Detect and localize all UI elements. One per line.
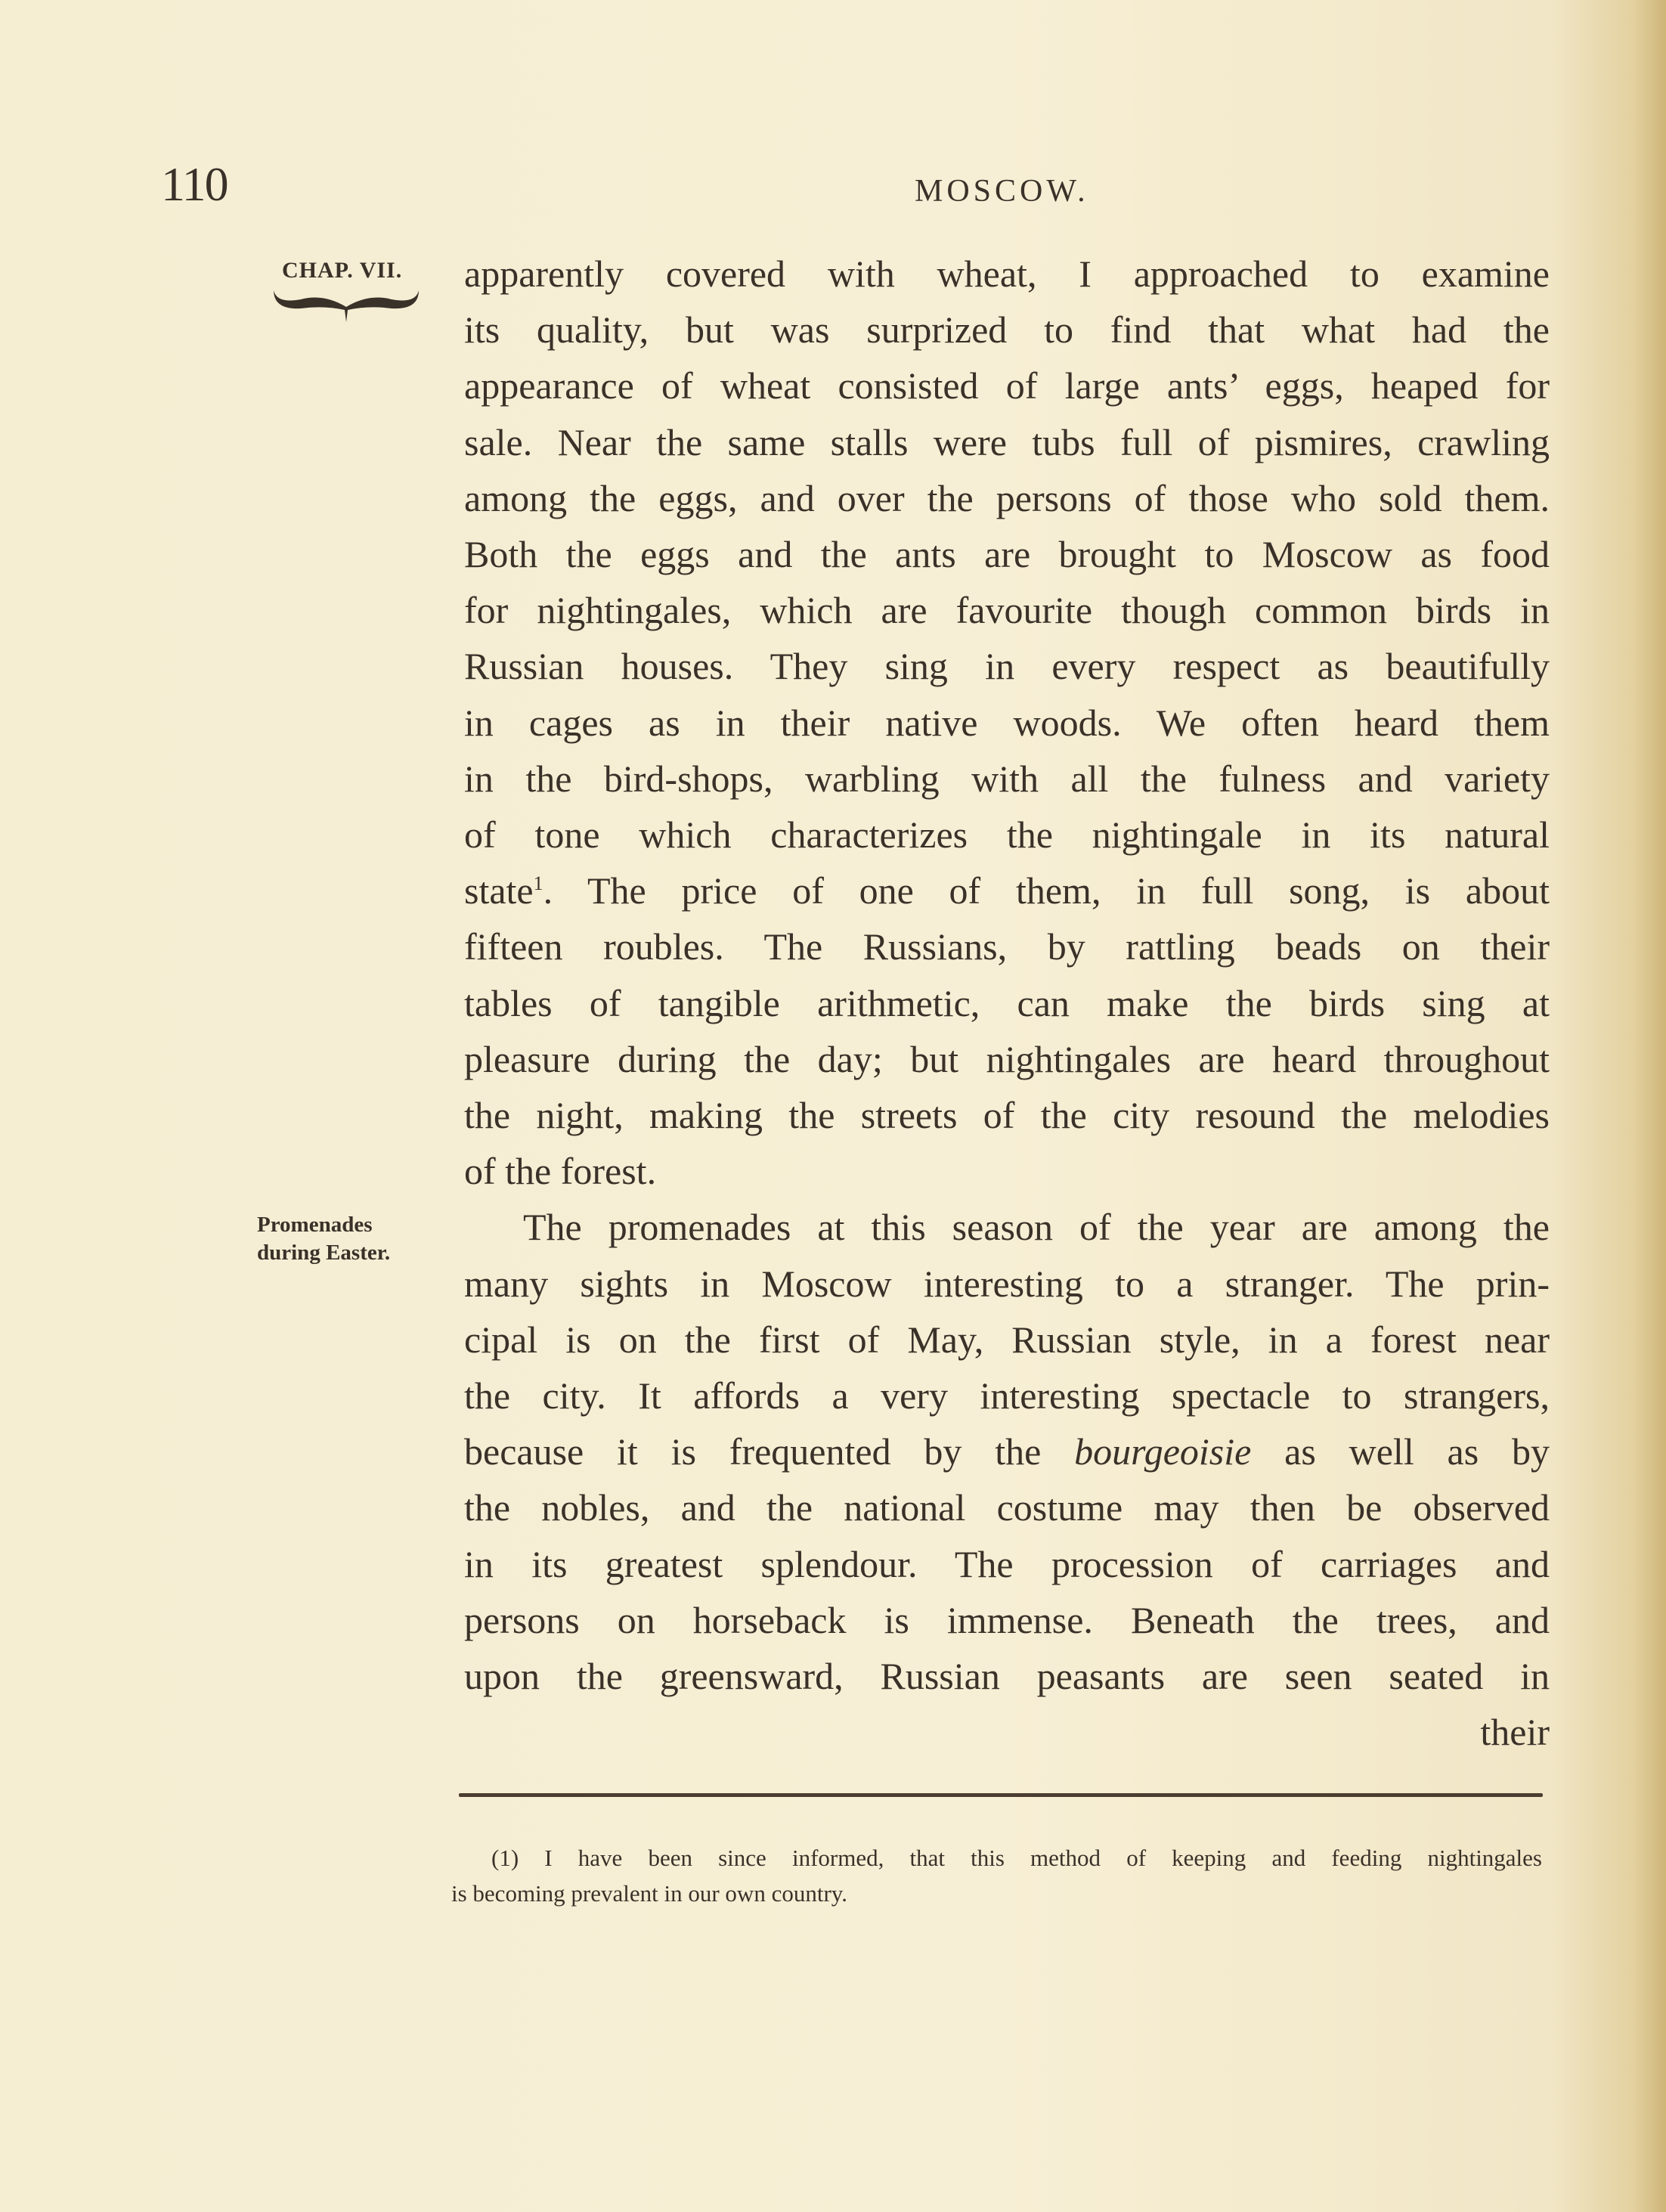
text-run: because it is frequented by the: [464, 1430, 1075, 1473]
body-line: in the bird-shops, warbling with all the fulness and variety: [464, 757, 1550, 800]
body-line: [464, 868, 1550, 913]
sidenote: [257, 1211, 390, 1267]
brace-ornament-icon: [271, 287, 422, 325]
text-run: as well as by: [1251, 1430, 1550, 1473]
footnote-line: is becoming prevalent in our own country.: [451, 1880, 848, 1907]
body-line: the city. It affords a very interesting spectacle to strangers,: [464, 1374, 1550, 1417]
body-line: tables of tangible arithmetic, can make the birds sing at: [464, 981, 1550, 1024]
body-line: of the forest.: [464, 1150, 657, 1193]
body-line: [464, 1429, 1550, 1474]
body-line: persons on horseback is immense. Beneath the trees, and: [464, 1598, 1550, 1641]
text-run: state: [464, 869, 534, 912]
body-line: sale. Near the same stalls were tubs full of pismires, crawling: [464, 420, 1550, 463]
body-line: upon the greensward, Russian peasants are seen seated in: [464, 1655, 1550, 1697]
text-run: . The price of one of them, in full song, is about: [543, 869, 1550, 912]
body-line: for nightingales, which are favourite though common birds in: [464, 589, 1550, 632]
body-line: in cages as in their native woods. We often heard them: [464, 701, 1550, 744]
body-line: their: [1480, 1711, 1550, 1754]
body-line: in its greatest splendour. The procession of carriages and: [464, 1542, 1550, 1585]
italic-text: bourgeoisie: [1074, 1430, 1252, 1473]
body-line: apparently covered with wheat, I approached to examine: [464, 252, 1550, 295]
body-line: cipal is on the first of May, Russian style, in a forest near: [464, 1318, 1550, 1361]
body-line: of tone which characterizes the nightingale in its natural: [464, 813, 1550, 856]
running-head: MOSCOW.: [915, 174, 1089, 209]
body-line: the nobles, and the national costume may then be observed: [464, 1486, 1550, 1529]
sidenote-line: Promenades: [257, 1213, 373, 1237]
body-line: The promenades at this season of the year are among the: [523, 1206, 1550, 1249]
body-line: Both the eggs and the ants are brought to Moscow as food: [464, 533, 1550, 575]
body-line: many sights in Moscow interesting to a stranger. The prin-: [464, 1262, 1550, 1305]
footnote-ref: 1: [533, 872, 543, 895]
body-line: the night, making the streets of the city resound the melodies: [464, 1094, 1550, 1136]
footnote-rule: [459, 1793, 1543, 1797]
body-line: its quality, but was surprized to find that what had the: [464, 308, 1550, 352]
sidenote-line: during Easter.: [257, 1241, 391, 1265]
body-line: appearance of wheat consisted of large ants’ eggs, heaped for: [464, 364, 1550, 407]
page-number: 110: [161, 157, 228, 211]
chapter-marker: CHAP. VII.: [282, 258, 403, 283]
body-line: fifteen roubles. The Russians, by rattling beads on their: [464, 925, 1550, 968]
footnote-line: (1) I have been since informed, that this method of keeping and feeding nightingales: [491, 1845, 1542, 1871]
body-line: Russian houses. They sing in every respect as beautifully: [464, 645, 1550, 688]
body-line: among the eggs, and over the persons of those who sold them.: [464, 476, 1550, 519]
body-line: pleasure during the day; but nightingales are heard throughout: [464, 1037, 1550, 1080]
